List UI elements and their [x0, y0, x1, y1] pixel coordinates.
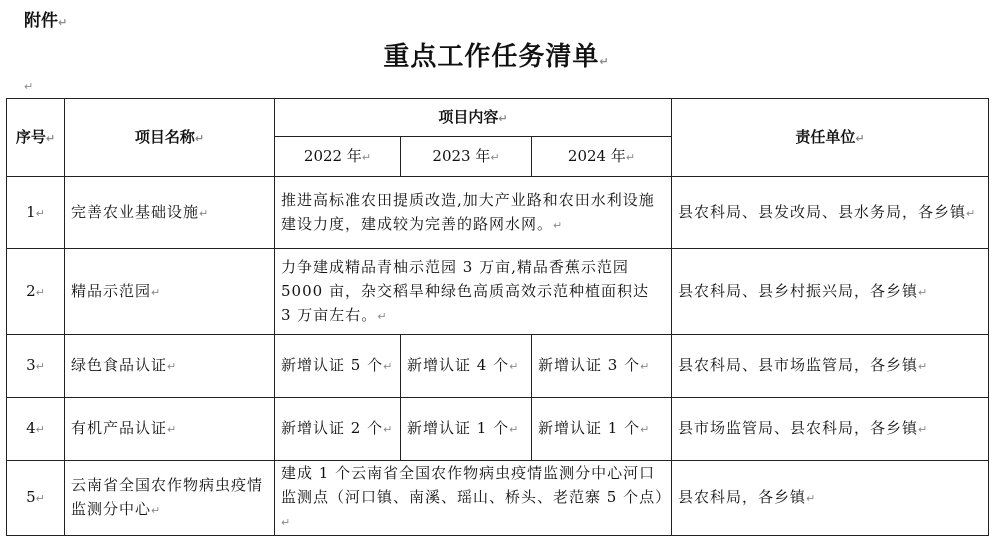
row-seq: 1↵	[7, 177, 65, 249]
row-unit: 县农科局、县市场监管局，各乡镇↵	[672, 335, 989, 398]
row-unit: 县农科局、县发改局、县水务局，各乡镇↵	[672, 177, 989, 249]
paragraph-mark: ↵	[24, 80, 34, 93]
row-name: 完善农业基础设施↵	[65, 177, 275, 249]
row-content: 建成 1 个云南省全国农作物病虫疫情监测分中心河口监测点（河口镇、南溪、瑶山、桥头、老范寨 5 个点）↵	[275, 461, 672, 536]
row-2022: 新增认证 5 个↵	[275, 335, 401, 398]
task-table	[6, 98, 989, 536]
header-seq: 序号↵	[7, 99, 65, 177]
row-2023: 新增认证 4 个↵	[401, 335, 532, 398]
row-seq: 4↵	[7, 398, 65, 461]
row-content: 推进高标准农田提质改造,加大产业路和农田水利设施建设力度，建成较为完善的路网水网。↵	[275, 177, 672, 249]
row-2024: 新增认证 3 个↵	[532, 335, 672, 398]
header-content: 项目内容↵	[275, 99, 672, 137]
row-name: 精品示范园↵	[65, 249, 275, 335]
table-row	[7, 398, 989, 461]
header-year-2023: 2023 年↵	[401, 137, 532, 177]
row-seq: 2↵	[7, 249, 65, 335]
row-2023: 新增认证 1 个↵	[401, 398, 532, 461]
row-unit: 县市场监管局、县农科局，各乡镇↵	[672, 398, 989, 461]
table-row	[7, 461, 989, 536]
row-seq: 3↵	[7, 335, 65, 398]
table-row	[7, 249, 989, 335]
table-row	[7, 335, 989, 398]
attachment-label: 附件↵	[24, 11, 68, 31]
row-name: 绿色食品认证↵	[65, 335, 275, 398]
row-name: 有机产品认证↵	[65, 398, 275, 461]
row-2022: 新增认证 2 个↵	[275, 398, 401, 461]
table-row	[7, 177, 989, 249]
row-2024: 新增认证 1 个↵	[532, 398, 672, 461]
row-unit: 县农科局、县乡村振兴局，各乡镇↵	[672, 249, 989, 335]
document-title: 重点工作任务清单↵	[383, 42, 610, 72]
header-year-2022: 2022 年↵	[275, 137, 401, 177]
header-unit: 责任单位↵	[672, 99, 989, 177]
row-content: 力争建成精品青柚示范园 3 万亩,精品香蕉示范园 5000 亩，杂交稻旱种绿色高质高效示范种植面积达 3 万亩左右。↵	[275, 249, 672, 335]
header-year-2024: 2024 年↵	[532, 137, 672, 177]
row-seq: 5↵	[7, 461, 65, 536]
row-name: 云南省全国农作物病虫疫情监测分中心↵	[65, 461, 275, 536]
row-unit: 县农科局，各乡镇↵	[672, 461, 989, 536]
header-name: 项目名称↵	[65, 99, 275, 177]
header-row	[7, 99, 989, 137]
